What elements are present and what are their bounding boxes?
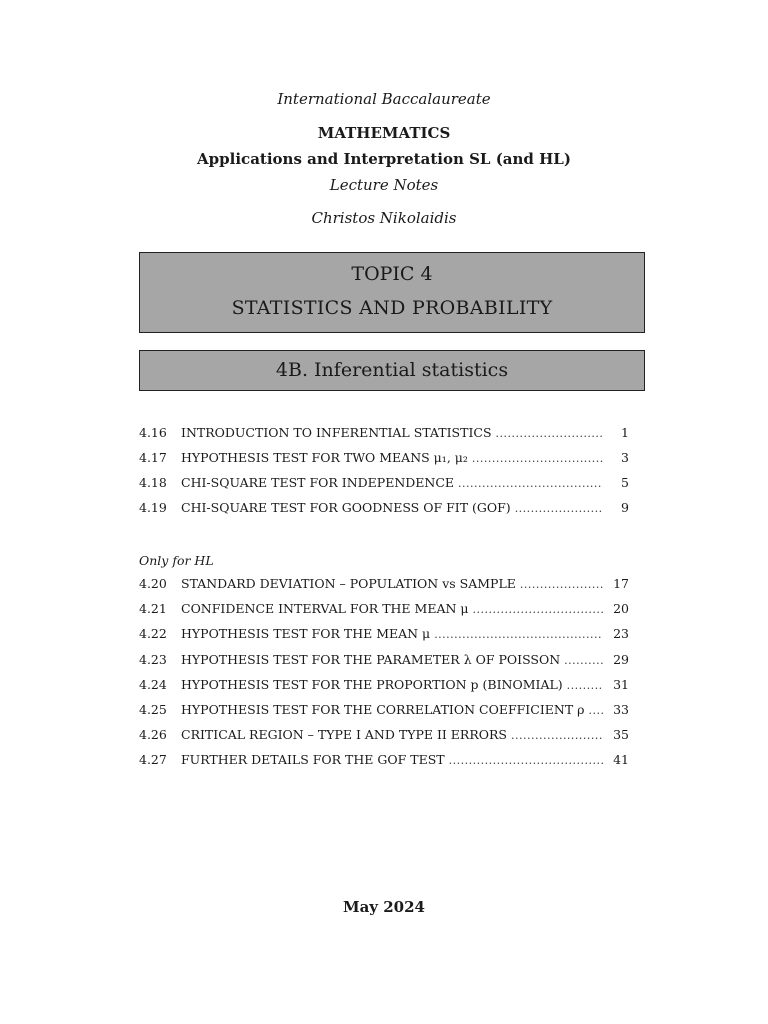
publication-date: May 2024: [342, 898, 425, 916]
toc-entry-number: 4.23: [139, 652, 167, 667]
toc-entry-page: 9: [621, 500, 629, 515]
toc-entry[interactable]: [139, 450, 629, 468]
toc-entry[interactable]: [139, 702, 629, 720]
toc-entry[interactable]: [139, 752, 629, 770]
toc-leader-dots: [449, 754, 603, 767]
toc-entry-title: FURTHER DETAILS FOR THE GOF TEST: [181, 752, 445, 767]
toc-entry-page: 3: [621, 450, 629, 465]
author-name: Christos Nikolaidis: [311, 209, 457, 227]
toc-entry-number: 4.19: [139, 500, 167, 515]
toc-entry-number: 4.20: [139, 576, 167, 591]
toc-entry-page: 29: [613, 652, 629, 667]
toc-entry-title: CRITICAL REGION – TYPE I AND TYPE II ERRORS: [181, 727, 507, 742]
course-title: Applications and Interpretation SL (and HL): [197, 150, 571, 168]
toc-entry[interactable]: [139, 652, 629, 670]
toc-entry[interactable]: [139, 425, 629, 443]
toc-entry-number: 4.17: [139, 450, 167, 465]
toc-leader-dots: [458, 477, 603, 490]
institution-name: International Baccalaureate: [277, 90, 491, 108]
hl-section-label: Only for HL: [139, 553, 214, 568]
toc-entry[interactable]: [139, 727, 629, 745]
topic-banner: [139, 252, 645, 333]
toc-leader-dots: [520, 578, 603, 591]
toc-entry-number: 4.24: [139, 677, 167, 692]
document-type: Lecture Notes: [329, 176, 439, 194]
topic-title: STATISTICS AND PROBABILITY: [231, 297, 553, 319]
toc-entry-title: HYPOTHESIS TEST FOR THE PROPORTION p (BINOMIAL): [181, 677, 563, 692]
toc-entry-number: 4.27: [139, 752, 167, 767]
toc-entry-title: HYPOTHESIS TEST FOR THE CORRELATION COEFFICIENT ρ: [181, 702, 585, 717]
toc-entry-page: 33: [613, 702, 629, 717]
toc-entry[interactable]: [139, 677, 629, 695]
toc-entry-page: 1: [621, 425, 629, 440]
toc-leader-dots: [567, 679, 603, 692]
toc-entry-number: 4.18: [139, 475, 167, 490]
toc-entry-page: 41: [613, 752, 629, 767]
toc-entry[interactable]: [139, 576, 629, 594]
toc-leader-dots: [496, 427, 603, 440]
toc-leader-dots: [472, 452, 603, 465]
toc-leader-dots: [564, 654, 603, 667]
toc-entry-page: 20: [613, 601, 629, 616]
toc-entry-page: 23: [613, 626, 629, 641]
toc-entry[interactable]: [139, 475, 629, 493]
toc-entry-number: 4.25: [139, 702, 167, 717]
toc-entry-title: STANDARD DEVIATION – POPULATION vs SAMPLE: [181, 576, 516, 591]
toc-entry[interactable]: [139, 601, 629, 619]
toc-entry-page: 35: [613, 727, 629, 742]
toc-entry-title: CHI-SQUARE TEST FOR GOODNESS OF FIT (GOF): [181, 500, 511, 515]
subtopic-title: 4B. Inferential statistics: [275, 359, 509, 381]
toc-entry-title: CONFIDENCE INTERVAL FOR THE MEAN μ: [181, 601, 469, 616]
toc-leader-dots: [434, 628, 603, 641]
toc-entry-title: HYPOTHESIS TEST FOR THE PARAMETER λ OF POISSON: [181, 652, 561, 667]
toc-leader-dots: [473, 603, 603, 616]
subtopic-banner: [139, 350, 645, 391]
toc-entry-page: 31: [613, 677, 629, 692]
toc-entry-title: INTRODUCTION TO INFERENTIAL STATISTICS: [181, 425, 492, 440]
topic-number: TOPIC 4: [351, 263, 433, 285]
toc-leader-dots: [588, 704, 603, 717]
toc-entry-title: HYPOTHESIS TEST FOR THE MEAN μ: [181, 626, 431, 641]
toc-entry-page: 17: [613, 576, 629, 591]
toc-entry-number: 4.21: [139, 601, 167, 616]
toc-leader-dots: [515, 502, 603, 515]
toc-leader-dots: [511, 729, 603, 742]
toc-entry[interactable]: [139, 626, 629, 644]
toc-entry-number: 4.22: [139, 626, 167, 641]
toc-entry-title: CHI-SQUARE TEST FOR INDEPENDENCE: [181, 475, 455, 490]
subject-title: MATHEMATICS: [317, 124, 451, 142]
toc-entry-title: HYPOTHESIS TEST FOR TWO MEANS μ₁, μ₂: [181, 450, 468, 465]
toc-entry[interactable]: [139, 500, 629, 518]
toc-entry-number: 4.26: [139, 727, 167, 742]
toc-entry-page: 5: [621, 475, 629, 490]
toc-entry-number: 4.16: [139, 425, 167, 440]
